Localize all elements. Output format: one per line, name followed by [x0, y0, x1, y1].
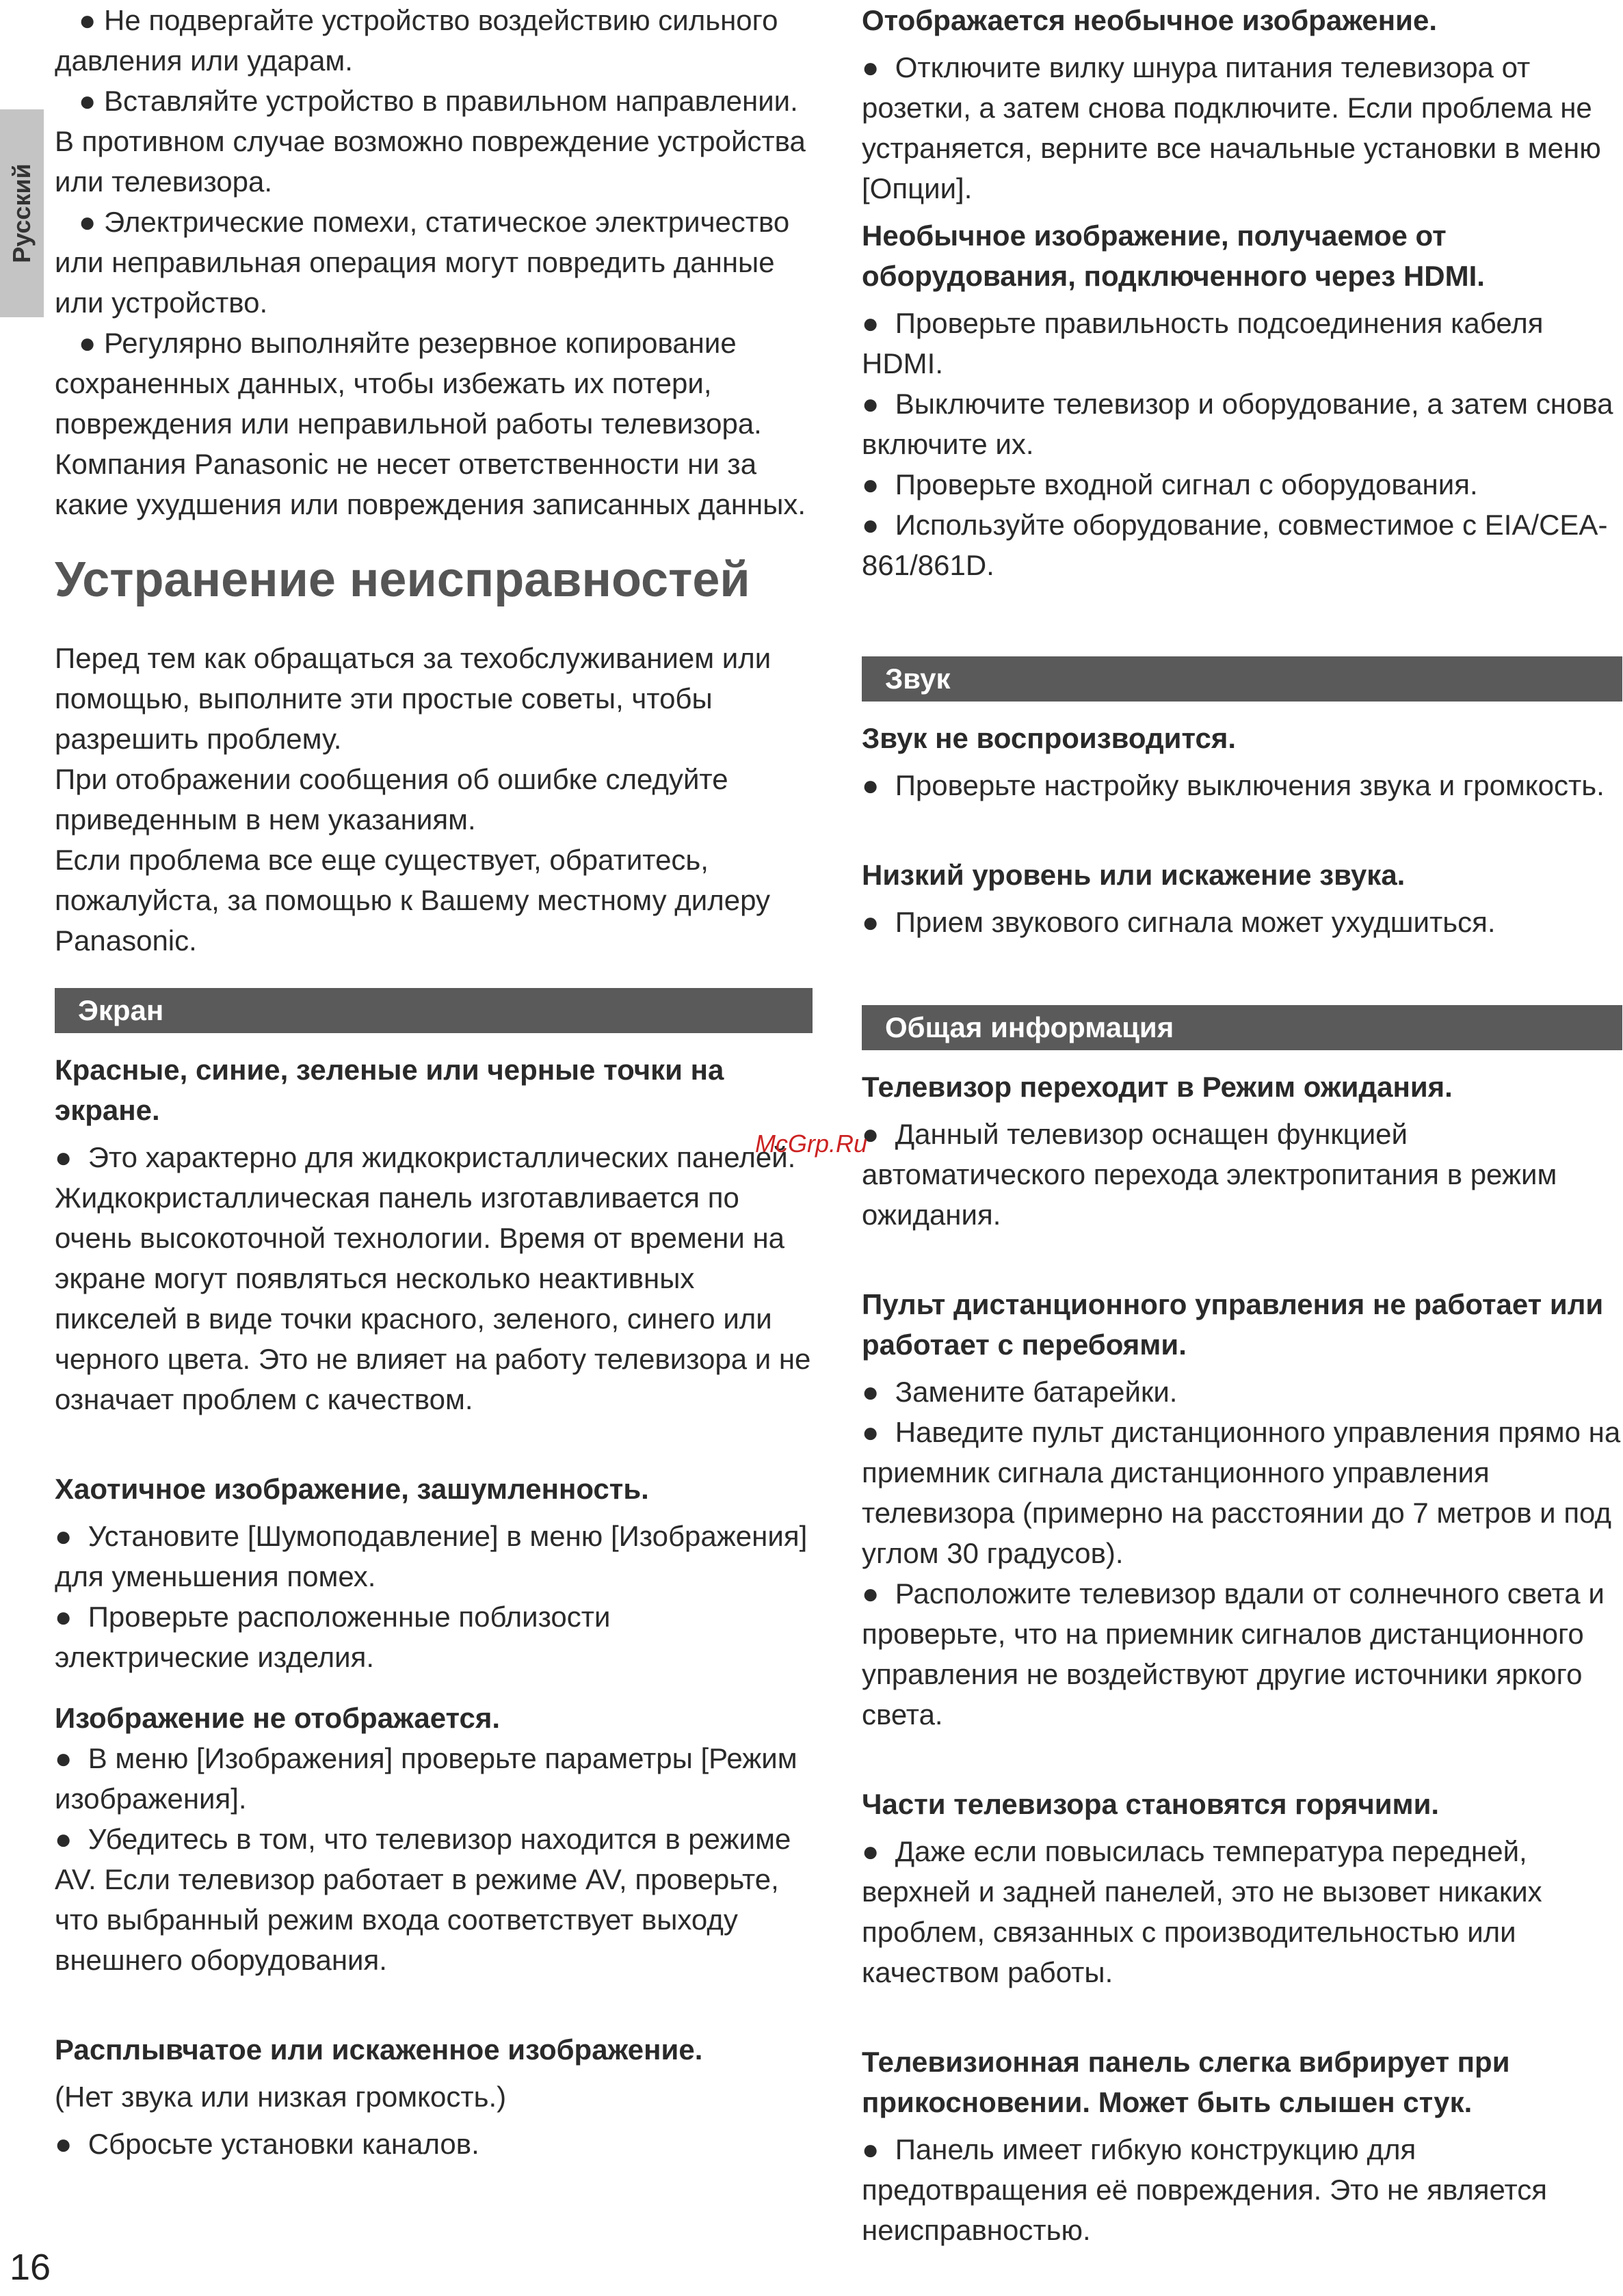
answer-bullet: ● Даже если повысилась температура передней, верхней и задней панелей, это не вызовет никаких проблем, связанных с производительностью или качеством работы. — [862, 1831, 1622, 1992]
answer-bullet: ● Прием звукового сигнала может ухудшиться. — [862, 902, 1622, 942]
question-heading: Расплывчатое или искаженное изображение. — [55, 2033, 703, 2066]
right-column — [862, 0, 1622, 2250]
desc-paragraph: Перед тем как обращаться за техобслуживанием или помощью, выполните эти простые советы, чтобы разрешить проблему. — [55, 642, 771, 755]
section-bar-general: Общая информация — [862, 1005, 1622, 1050]
language-tab — [0, 109, 44, 317]
answer-bullet: ● Проверьте настройку выключения звука и громкость. — [862, 765, 1622, 805]
answer-bullet: ● Проверьте правильность подсоединения кабеля HDMI. — [862, 303, 1622, 384]
answer-bullet: ● Выключите телевизор и оборудование, а затем снова включите их. — [862, 384, 1622, 464]
language-tab-label: Русский — [8, 163, 36, 263]
question-heading: Пульт дистанционного управления не работает или работает с перебоями. — [862, 1288, 1604, 1361]
answer-bullet: ● Отключите вилку шнура питания телевизора от розетки, а затем снова подключите. Если проблема не устраняется, верните все начальные установки в меню [Опции]. — [862, 47, 1622, 209]
answer-bullet: ● Проверьте входной сигнал с оборудования. — [862, 464, 1622, 505]
answer-bullet: ● Наведите пульт дистанционного управления прямо на приемник сигнала дистанционного управления телевизора (примерно на расстоянии до 7 метров и под углом 30 градусов). — [862, 1412, 1622, 1573]
question-heading: Части телевизора становятся горячими. — [862, 1788, 1440, 1820]
watermark: McGrp.Ru — [755, 1130, 868, 1158]
answer-bullet: ● Используйте оборудование, совместимое с EIA/CEA-861/861D. — [862, 505, 1622, 585]
intro-paragraph: ● Вставляйте устройство в правильном направлении. В противном случае возможно повреждение устройства или телевизора. — [55, 85, 806, 198]
intro-paragraph: ● Электрические помехи, статическое электричество или неправильная операция могут повредить данные или устройство. — [55, 206, 790, 319]
desc-paragraph: При отображении сообщения об ошибке следуйте приведенным в нем указаниям. — [55, 763, 728, 836]
left-column — [55, 0, 813, 2164]
answer-bullet: ● Проверьте расположенные поблизости электрические изделия. — [55, 1597, 813, 1677]
question-heading: Хаотичное изображение, зашумленность. — [55, 1473, 649, 1505]
question-heading: Красные, синие, зеленые или черные точки на экране. — [55, 1054, 724, 1126]
answer-bullet: ● Панель имеет гибкую конструкцию для предотвращения её повреждения. Это не является неисправностью. — [862, 2129, 1622, 2250]
question-heading: Телевизор переходит в Режим ожидания. — [862, 1071, 1453, 1103]
answer-bullet: ● Расположите телевизор вдали от солнечного света и проверьте, что на приемник сигналов дистанционного управления не воздействуют другие источники яркого света. — [862, 1573, 1622, 1735]
question-note: (Нет звука или низкая громкость.) — [55, 2081, 507, 2113]
section-bar-sound: Звук — [862, 656, 1622, 702]
question-heading: Низкий уровень или искажение звука. — [862, 859, 1406, 891]
page-title: Устранение неисправностей — [55, 552, 750, 607]
question-heading: Необычное изображение, получаемое от оборудования, подключенного через HDMI. — [862, 219, 1485, 292]
page-number: 16 — [10, 2247, 51, 2288]
intro-paragraph: ● Не подвергайте устройство воздействию сильного давления или ударам. — [55, 4, 778, 77]
answer-bullet: ● Данный телевизор оснащен функцией автоматического перехода электропитания в режим ожидания. — [862, 1114, 1622, 1235]
question-heading: Изображение не отображается. — [55, 1702, 501, 1734]
section-bar-screen: Экран — [55, 988, 813, 1033]
answer-bullet: ● Замените батарейки. — [862, 1372, 1622, 1412]
question-heading: Звук не воспроизводится. — [862, 722, 1237, 754]
answer-bullet: ● Установите [Шумоподавление] в меню [Изображения] для уменьшения помех. — [55, 1516, 813, 1597]
desc-paragraph: Если проблема все еще существует, обратитесь, пожалуйста, за помощью к Вашему местному дилеру Panasonic. — [55, 844, 770, 957]
intro-paragraph: ● Регулярно выполняйте резервное копирование сохраненных данных, чтобы избежать их потери, повреждения или неправильной работы телевизора. Компания Panasonic не несет ответственности ни за какие ухудшения или повреждения записанных данных. — [55, 327, 806, 520]
question-heading: Телевизионная панель слегка вибрирует при прикосновении. Может быть слышен стук. — [862, 2046, 1510, 2118]
answer-bullet: ● Убедитесь в том, что телевизор находится в режиме AV. Если телевизор работает в режиме AV, проверьте, что выбранный режим входа соответствует выходу внешнего оборудования. — [55, 1819, 813, 1980]
question-heading: Отображается необычное изображение. — [862, 4, 1437, 36]
answer-bullet: ● Это характерно для жидкокристаллических панелей. Жидкокристаллическая панель изготавливается по очень высокоточной технологии. Время от времени на экране могут появляться несколько неактивных пикселей в виде точки красного, зеленого, синего или черного цвета. Это не влияет на работу телевизора и не означает проблем с качеством. — [55, 1137, 813, 1419]
answer-bullet: ● В меню [Изображения] проверьте параметры [Режим изображения]. — [55, 1738, 813, 1819]
answer-bullet: ● Сбросьте установки каналов. — [55, 2124, 813, 2164]
